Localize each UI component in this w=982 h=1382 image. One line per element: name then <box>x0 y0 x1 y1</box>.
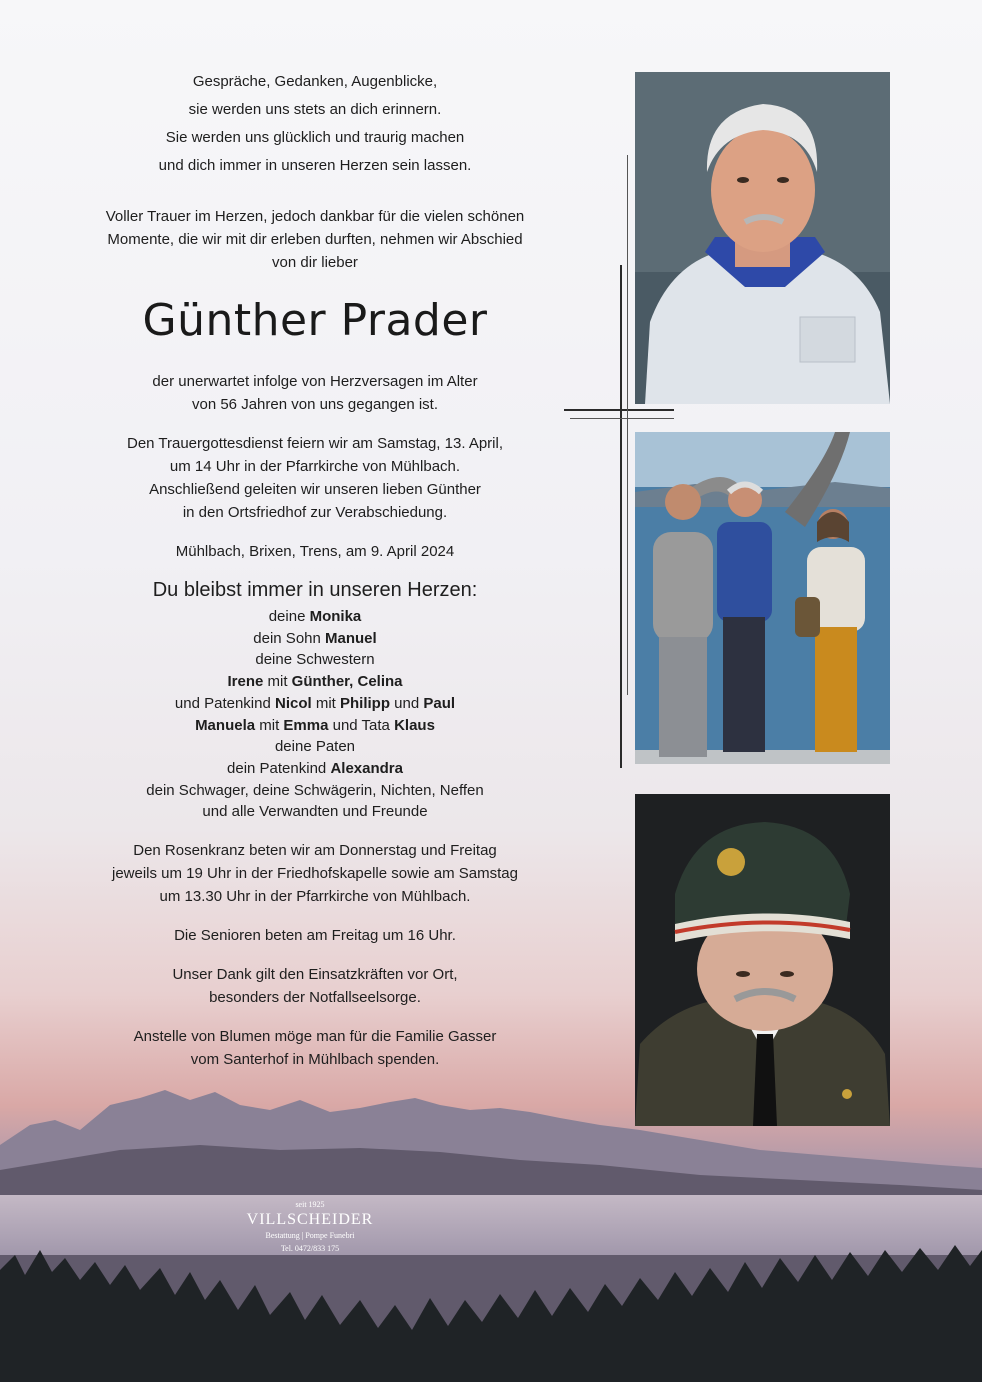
rosary-line: Den Rosenkranz beten wir am Donnerstag und Freitag <box>133 842 497 860</box>
family-list <box>60 606 570 823</box>
death-line: von 56 Jahren von uns gegangen ist. <box>191 396 438 413</box>
death-line: der unerwartet infolge von Herzversagen im Alter <box>152 373 478 390</box>
funeral-line: um 14 Uhr in der Pfarrkirche von Mühlbach. <box>169 458 461 475</box>
funeral-home-logo <box>240 1200 380 1256</box>
thanks-line: Unser Dank gilt den Einsatzkräften vor Ort, <box>172 966 458 984</box>
rosary-line: um 13.30 Uhr in der Pfarrkirche von Mühlbach. <box>159 888 471 906</box>
thanks-line: besonders der Notfallseelsorge. <box>209 989 421 1007</box>
funeral-line: in den Ortsfriedhof zur Verabschiedung. <box>182 504 448 521</box>
cross-line <box>627 155 628 695</box>
deceased-name: Günther Prader <box>142 295 488 346</box>
family-heading: Du bleibst immer in unseren Herzen: <box>152 579 478 601</box>
verse-line: Gespräche, Gedanken, Augenblicke, <box>192 73 438 90</box>
donation-line: vom Santerhof in Mühlbach spenden. <box>190 1051 440 1069</box>
family-line: dein Patenkind Alexandra <box>227 759 403 777</box>
logo-brand: VILLSCHEIDER <box>246 1211 374 1228</box>
family-line: deine Monika <box>268 608 362 625</box>
family-line: dein Schwager, deine Schwägerin, Nichten, Neffen <box>146 781 484 799</box>
seniors-info: Die Senioren beten am Freitag um 16 Uhr. <box>174 927 456 945</box>
obituary-text <box>60 70 570 1087</box>
verse-line: und dich immer in unseren Herzen sein lassen. <box>158 157 472 174</box>
cross-bar <box>564 409 674 411</box>
verse-line: sie werden uns stets an dich erinnern. <box>188 101 442 118</box>
family-line: Manuela mit Emma und Tata Klaus <box>195 716 435 734</box>
logo-since: seit 1925 <box>295 1200 325 1209</box>
uniform-photo <box>635 794 890 1126</box>
death-info <box>60 370 570 416</box>
intro-line: von dir lieber <box>272 254 358 271</box>
family-line: deine Paten <box>274 738 356 756</box>
logo-phone: Tel. 0472/833 175 <box>280 1244 340 1253</box>
donation-line: Anstelle von Blumen möge man für die Familie Gasser <box>133 1028 497 1046</box>
family-line: dein Sohn Manuel <box>253 629 377 647</box>
group-photo <box>635 432 890 764</box>
rosary-info <box>60 839 570 908</box>
cross-icon <box>620 265 622 768</box>
family-line: und Patenkind Nicol mit Philipp und Paul <box>174 694 456 712</box>
portrait-photo <box>635 72 890 404</box>
family-line: und alle Verwandten und Freunde <box>202 803 428 821</box>
verse <box>60 70 570 177</box>
place-date: Mühlbach, Brixen, Trens, am 9. April 2024 <box>175 543 455 560</box>
intro-line: Voller Trauer im Herzen, jedoch dankbar für die vielen schönen <box>105 208 525 225</box>
thanks-info <box>60 963 570 1009</box>
rosary-line: jeweils um 19 Uhr in der Friedhofskapelle sowie am Samstag <box>111 865 518 883</box>
intro-line: Momente, die wir mit dir erleben durften, nehmen wir Abschied <box>107 231 523 248</box>
family-line: deine Schwestern <box>255 651 375 669</box>
funeral-info <box>60 432 570 524</box>
funeral-line: Den Trauergottesdienst feiern wir am Samstag, 13. April, <box>126 435 503 452</box>
family-line: Irene mit Günther, Celina <box>227 673 403 691</box>
verse-line: Sie werden uns glücklich und traurig machen <box>165 129 465 146</box>
logo-subtitle: Bestattung | Pompe Funebri <box>265 1231 355 1240</box>
intro-text <box>60 205 570 274</box>
funeral-line: Anschließend geleiten wir unseren lieben Günther <box>149 481 481 498</box>
cross-line <box>570 418 674 419</box>
donation-info <box>60 1025 570 1071</box>
